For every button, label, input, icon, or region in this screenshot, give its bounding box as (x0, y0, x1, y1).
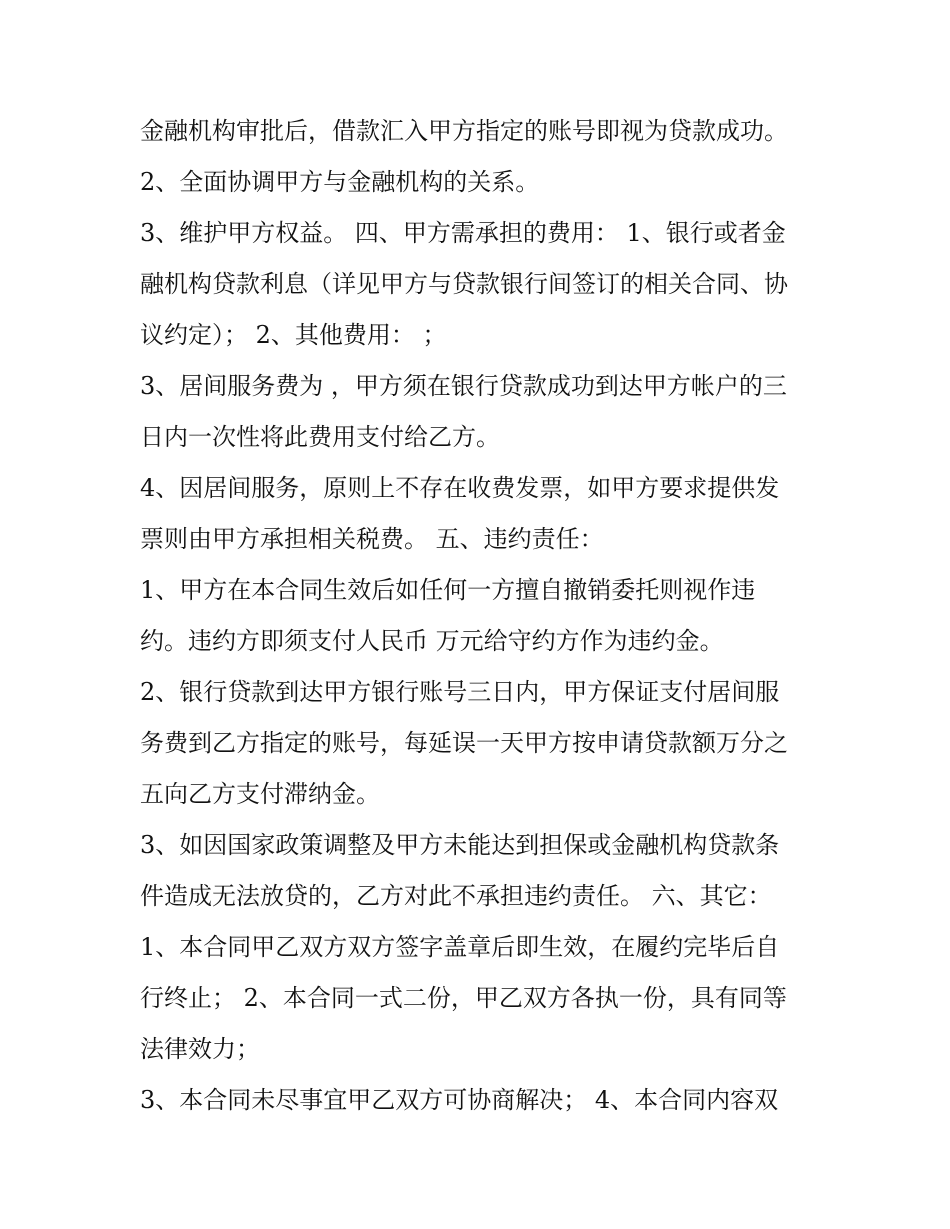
text-line: 金融机构审批后，借款汇入甲方指定的账号即视为贷款成功。 (140, 117, 788, 145)
text-line: 3、维护甲方权益。 四、甲方需承担的费用： 1、银行或者金 (140, 219, 786, 247)
text-line: 3、本合同未尽事宜甲乙双方可协商解决； 4、本合同内容双 (140, 1086, 779, 1114)
text-line: 融机构贷款利息（详见甲方与贷款银行间签订的相关合同、协 (140, 270, 788, 298)
document-body (140, 106, 830, 1126)
text-line: 票则由甲方承担相关税费。 五、违约责任： (140, 525, 604, 553)
text-line: 2、全面协调甲方与金融机构的关系。 (140, 168, 540, 196)
text-line: 3、居间服务费为 ，甲方须在银行贷款成功到达甲方帐户的三 (140, 372, 787, 400)
text-line: 1、甲方在本合同生效后如任何一方擅自撤销委托则视作违 (140, 576, 756, 604)
text-line: 1、本合同甲乙双方双方签字盖章后即生效，在履约完毕后自 (140, 933, 780, 961)
text-line: 务费到乙方指定的账号，每延误一天甲方按申请贷款额万分之 (140, 729, 788, 757)
text-line: 行终止； 2、本合同一式二份，甲乙双方各执一份，具有同等 (140, 984, 787, 1012)
text-line: 约。违约方即须支付人民币 万元给守约方作为违约金。 (140, 627, 724, 655)
text-line: 2、银行贷款到达甲方银行账号三日内，甲方保证支付居间服 (140, 678, 780, 706)
text-line: 议约定）； 2、其他费用： ； (140, 321, 447, 349)
text-line: 件造成无法放贷的，乙方对此不承担违约责任。 六、其它： (140, 882, 772, 910)
text-line: 法律效力； (140, 1035, 260, 1063)
text-line: 4、因居间服务，原则上不存在收费发票，如甲方要求提供发 (140, 474, 780, 502)
text-line: 日内一次性将此费用支付给乙方。 (140, 423, 500, 451)
text-line: 五向乙方支付滞纳金。 (140, 780, 380, 808)
text-line: 3、如因国家政策调整及甲方未能达到担保或金融机构贷款条 (140, 831, 780, 859)
